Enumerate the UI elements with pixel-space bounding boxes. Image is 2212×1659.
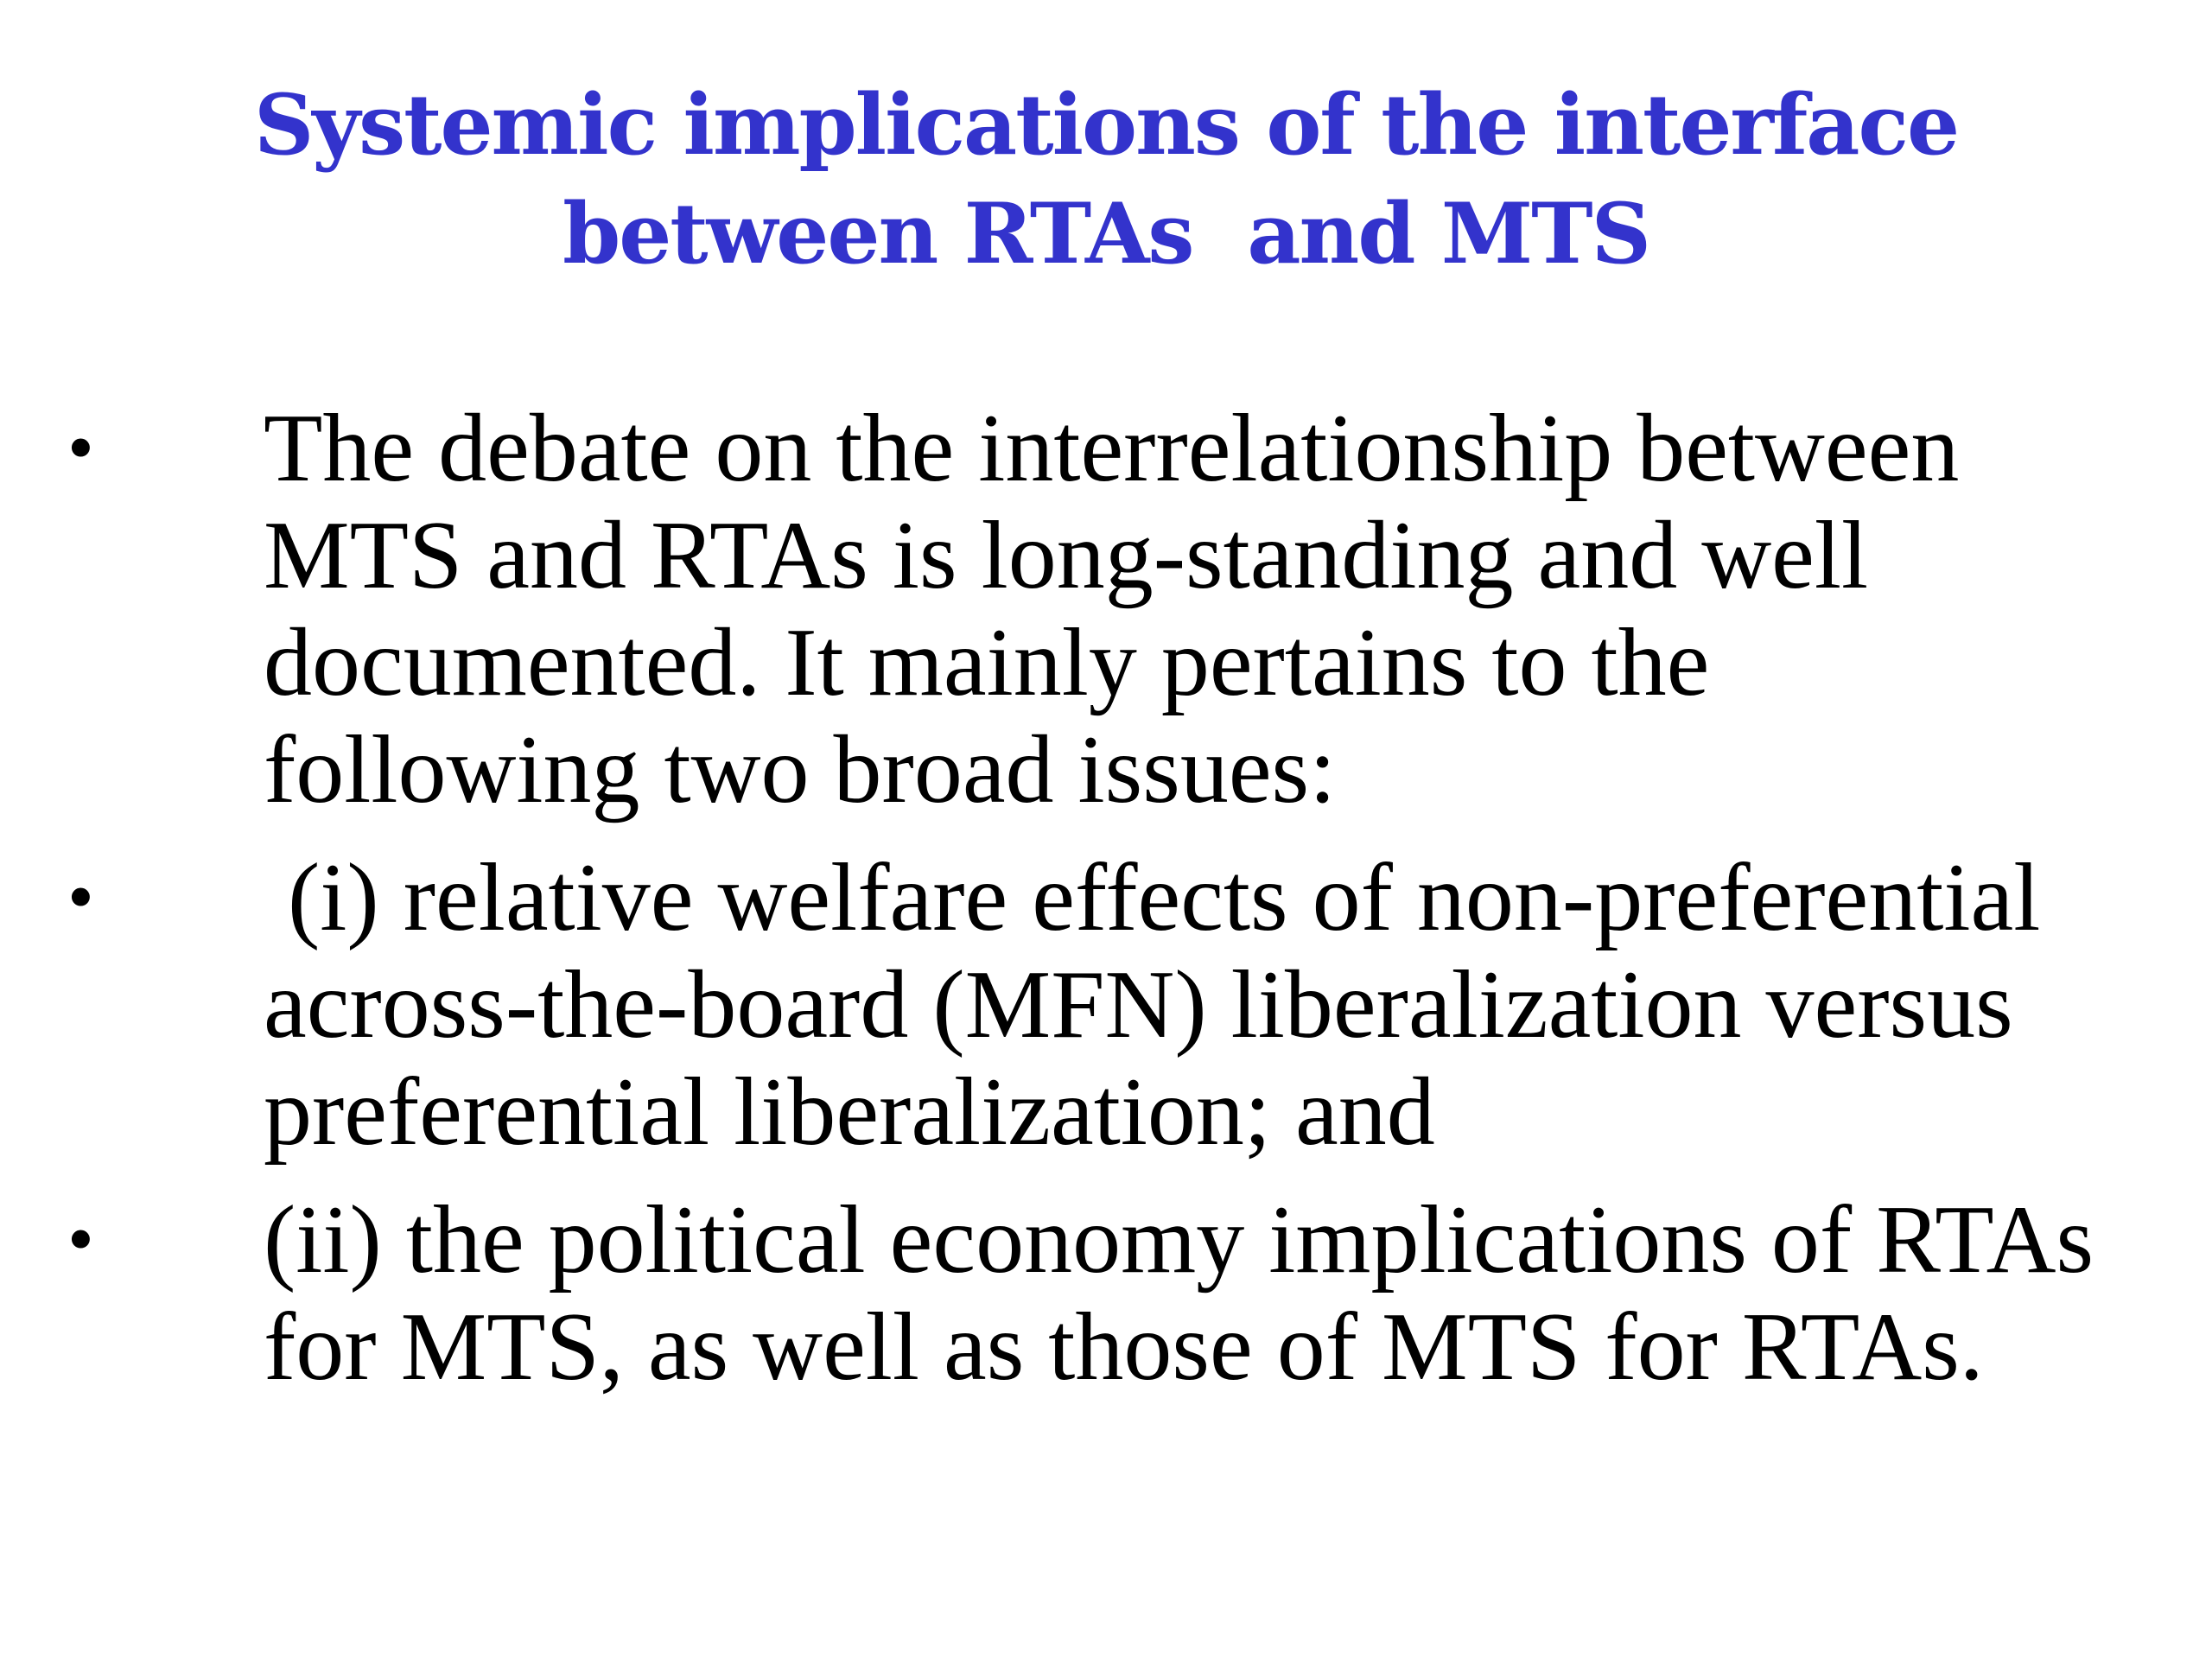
bullet-text bbox=[264, 395, 2199, 823]
bullet-text-line: (i) relative welfare effects of non-preferential bbox=[264, 844, 2041, 951]
bullet-text-line: for MTS, as well as those of MTS for RTAs. bbox=[264, 1294, 1984, 1401]
bullet-text-line: MTS and RTAs is long-standing and well bbox=[264, 502, 1869, 609]
bullet-dot: • bbox=[67, 855, 94, 939]
bullet-text-line: following two broad issues: bbox=[264, 716, 1337, 823]
bullet-text-line: preferential liberalization; and bbox=[264, 1058, 1435, 1166]
slide-title-line-1: Systemic implications of the interface bbox=[253, 76, 1959, 174]
bullet-text-line: (ii) the political economy implications of RTAs bbox=[264, 1186, 2094, 1294]
bullet-text-line: documented. It mainly pertains to the bbox=[264, 609, 1710, 716]
bullet-dot: • bbox=[67, 1198, 94, 1281]
bullet-text-line: The debate on the interrelationship between bbox=[264, 395, 1960, 502]
slide-title bbox=[0, 71, 2212, 289]
bullet-dot: • bbox=[67, 406, 94, 490]
slide-title-line-2: between RTAs and MTS bbox=[563, 185, 1649, 283]
bullet-text-line: across-the-board (MFN) liberalization versus bbox=[264, 951, 2013, 1058]
bullet-text bbox=[264, 1186, 2199, 1401]
bullet-text bbox=[264, 844, 2199, 1166]
